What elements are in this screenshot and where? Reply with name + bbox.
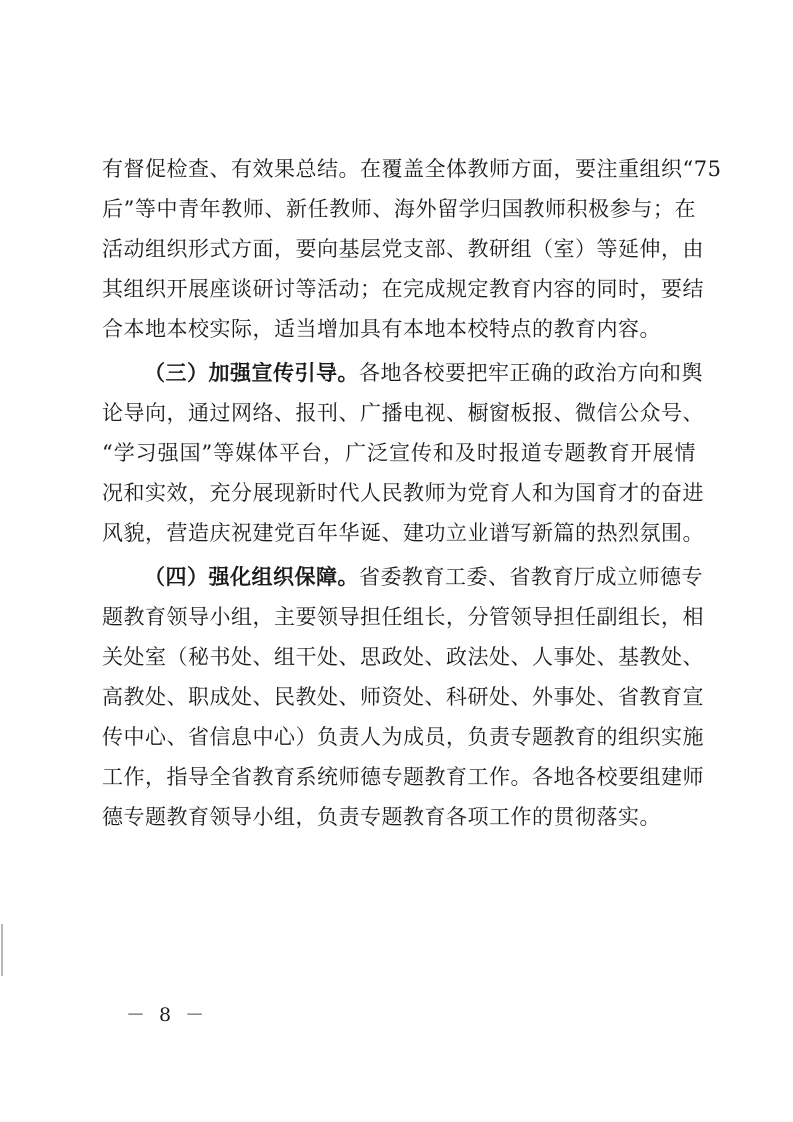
body-text: [102, 149, 722, 841]
text-line: 有督促检查、有效果总结。在覆盖全体教师方面，要注重组织“75: [102, 157, 722, 181]
text-line: 题教育领导小组，主要领导担任组长，分管领导担任副组长，相: [102, 605, 704, 629]
page-number: － 8 －: [126, 1004, 209, 1026]
text-line: 高教处、职成处、民教处、师资处、科研处、外事处、省教育宣: [102, 685, 704, 709]
text-line: 论导向，通过网络、报刊、广播电视、橱窗板报、微信公众号、: [102, 401, 704, 425]
section-heading-4: （四）强化组织保障。: [144, 565, 359, 589]
text-fragment: 省委教育工委、省教育厅成立师德专: [359, 565, 703, 589]
text-line: 其组织开展座谈研讨等活动；在完成规定教育内容的同时，要结: [102, 277, 704, 301]
text-line: 况和实效，充分展现新时代人民教师为党育人和为国育才的奋进: [102, 481, 704, 505]
text-line: 关处室（秘书处、组干处、思政处、政法处、人事处、基教处、: [102, 645, 704, 669]
paragraph-3: [102, 557, 704, 837]
text-line: 工作，指导全省教育系统师德专题教育工作。各地各校要组建师: [102, 765, 704, 789]
text-line: 传中心、省信息中心）负责人为成员，负责专题教育的组织实施: [102, 725, 704, 749]
text-line: “学习强国”等媒体平台，广泛宣传和及时报道专题教育开展情: [102, 441, 696, 465]
text-line: 合本地本校实际，适当增加具有本地本校特点的教育内容。: [102, 317, 661, 341]
text-line: 活动组织形式方面，要向基层党支部、教研组（室）等延伸，由: [102, 237, 704, 261]
text-fragment: 各地各校要把牢正确的政治方向和舆: [359, 361, 703, 385]
scan-edge-mark: [1, 924, 3, 976]
paragraph-1: [102, 149, 722, 349]
text-line: [102, 557, 703, 597]
text-line: 风貌，营造庆祝建党百年华诞、建功立业谱写新篇的热烈氛围。: [102, 521, 704, 545]
section-heading-3: （三）加强宣传引导。: [144, 361, 359, 385]
paragraph-2: [102, 353, 704, 553]
text-line: 德专题教育领导小组，负责专题教育各项工作的贯彻落实。: [102, 805, 661, 829]
text-line: 后”等中青年教师、新任教师、海外留学归国教师积极参与；在: [102, 197, 696, 221]
text-line: [102, 353, 703, 393]
